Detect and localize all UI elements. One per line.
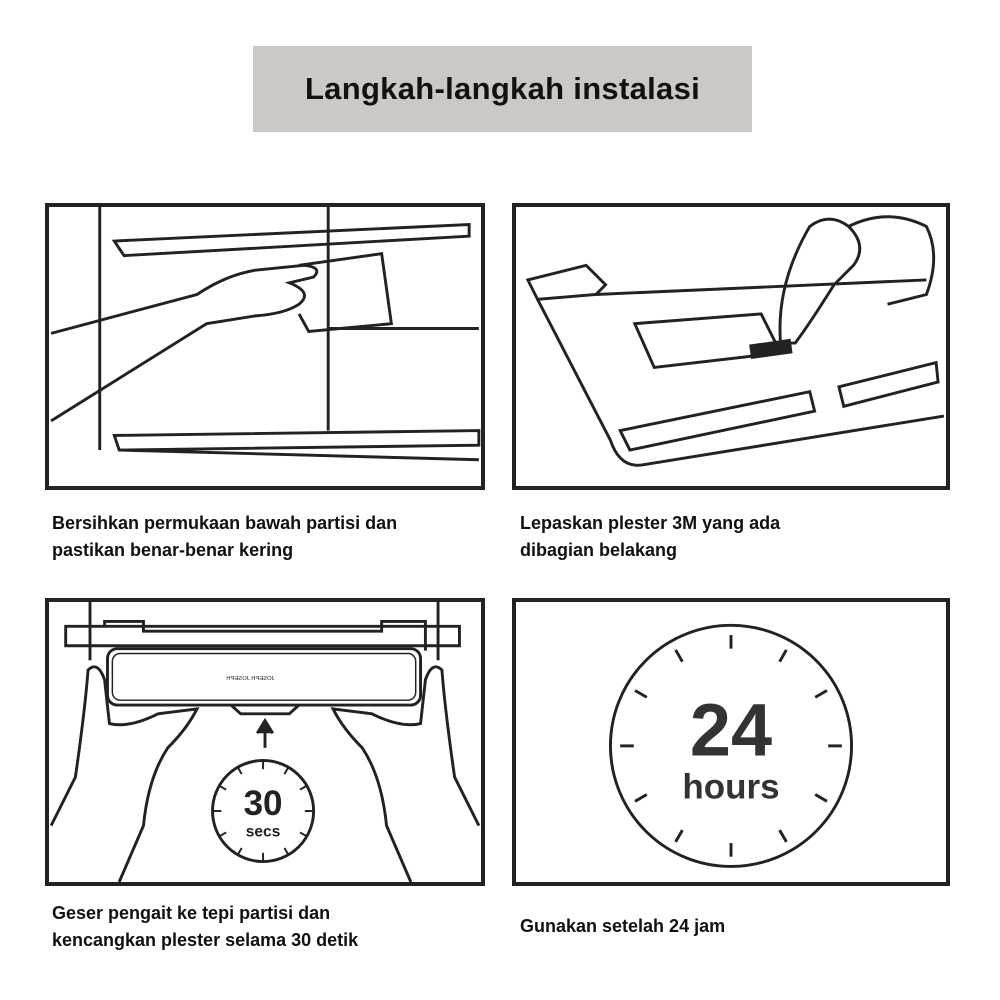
caption-line: Bersihkan permukaan bawah partisi dan [52, 513, 398, 533]
timer-number: 30 [243, 783, 283, 823]
clock-tick [676, 650, 683, 662]
caption-line: dibagian belakang [520, 540, 678, 560]
brand-logo: JOSEPH JOSEPH [226, 675, 275, 682]
clock-tick [815, 690, 827, 697]
caption-line: Lepaskan plester 3M yang ada [520, 513, 781, 533]
clock-tick [780, 650, 787, 662]
clock-number: 24 [689, 688, 773, 772]
step-1-caption [52, 510, 397, 564]
caption-line: Gunakan setelah 24 jam [520, 916, 726, 936]
peel-tape-illustration [516, 207, 946, 486]
clock-tick [635, 795, 647, 802]
step-4-caption [520, 913, 725, 940]
step-2-caption [520, 510, 780, 564]
clock-unit: hours [682, 767, 780, 807]
caption-line: Geser pengait ke tepi partisi dan [52, 903, 331, 923]
caption-line: pastikan benar-benar kering [52, 540, 294, 560]
step-2-illustration [512, 203, 950, 490]
step-3-illustration [45, 598, 485, 886]
clock-tick [635, 690, 647, 697]
cleaning-shelf-illustration [49, 207, 481, 486]
caption-line: kencangkan plester selama 30 detik [52, 930, 359, 950]
clock-tick [815, 795, 827, 802]
page-title: Langkah-langkah instalasi [304, 71, 701, 106]
timer-unit: secs [245, 823, 281, 841]
clock-illustration [516, 602, 946, 882]
title-banner [253, 46, 752, 132]
step-3-caption [52, 900, 358, 954]
step-4-illustration [512, 598, 950, 886]
clock-tick [676, 830, 683, 842]
clock-tick [780, 830, 787, 842]
press-hook-illustration [49, 602, 481, 882]
step-1-illustration [45, 203, 485, 490]
